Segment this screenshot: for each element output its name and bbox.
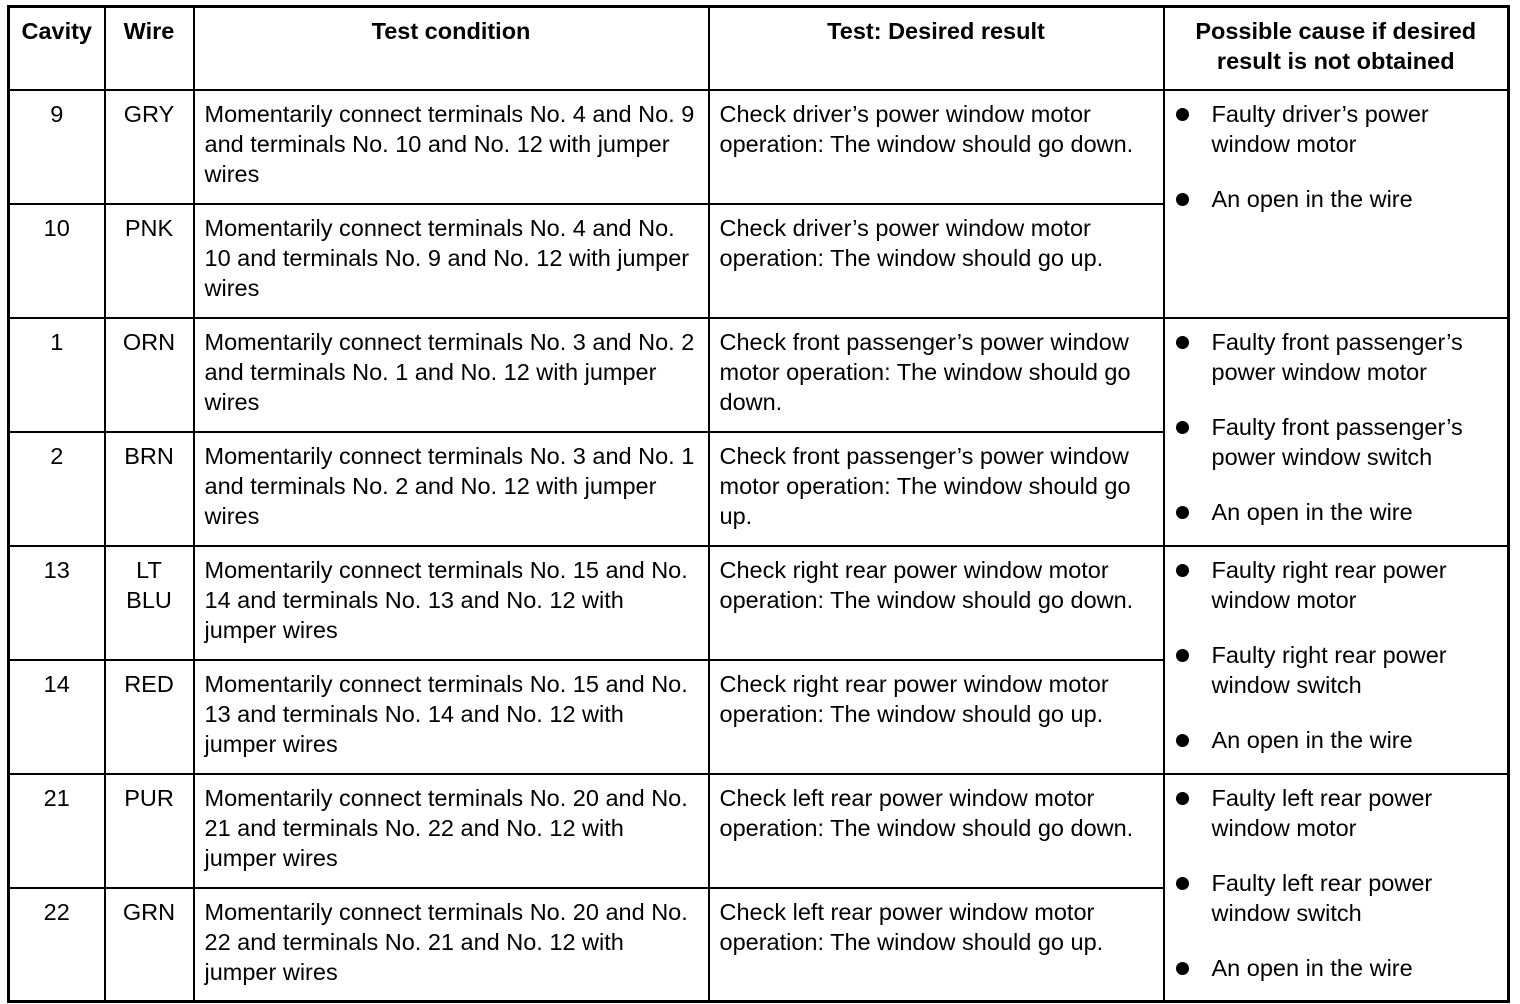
condition-cell: Momentarily connect terminals No. 3 and No. 2 and terminals No. 1 and No. 12 with jumper wires: [194, 318, 709, 432]
table-row: [9, 546, 1509, 660]
condition-cell: Momentarily connect terminals No. 20 and No. 22 and terminals No. 21 and No. 12 with jumper wires: [194, 888, 709, 1002]
cause-item: [1175, 953, 1498, 983]
table-row: [9, 90, 1509, 204]
bullet-icon: [1176, 336, 1189, 349]
cause-item: [1175, 555, 1498, 615]
result-cell: Check left rear power window motor operation: The window should go down.: [709, 774, 1164, 888]
wire-cell: RED: [105, 660, 194, 774]
cavity-cell: 14: [9, 660, 105, 774]
bullet-icon: [1176, 734, 1189, 747]
cause-text: An open in the wire: [1211, 185, 1413, 212]
cause-list: [1175, 783, 1498, 983]
cause-text: Faulty front passenger’s power window motor: [1211, 328, 1463, 385]
header-possible-cause: Possible cause if desired result is not obtained: [1164, 7, 1509, 90]
cause-text: Faulty left rear power window switch: [1211, 869, 1433, 926]
header-row: [9, 7, 1509, 90]
wire-cell: PUR: [105, 774, 194, 888]
wire-cell: GRY: [105, 90, 194, 204]
cause-list: [1175, 99, 1498, 214]
test-table: [7, 5, 1510, 1003]
cavity-cell: 2: [9, 432, 105, 546]
cause-cell: [1164, 318, 1509, 546]
cause-list: [1175, 555, 1498, 755]
result-cell: Check front passenger’s power window motor operation: The window should go down.: [709, 318, 1164, 432]
cause-text: An open in the wire: [1211, 726, 1413, 753]
header-cavity: Cavity: [9, 7, 105, 90]
bullet-icon: [1176, 108, 1189, 121]
header-desired-result: Test: Desired result: [709, 7, 1164, 90]
cause-cell: [1164, 546, 1509, 774]
cause-item: [1175, 868, 1498, 928]
cause-text: An open in the wire: [1211, 954, 1413, 981]
cause-text: An open in the wire: [1211, 498, 1413, 525]
cavity-cell: 10: [9, 204, 105, 318]
table-row: [9, 318, 1509, 432]
wire-cell: BRN: [105, 432, 194, 546]
cause-list: [1175, 327, 1498, 527]
header-test-condition: Test condition: [194, 7, 709, 90]
wire-cell: GRN: [105, 888, 194, 1002]
bullet-icon: [1176, 506, 1189, 519]
result-cell: Check right rear power window motor operation: The window should go up.: [709, 660, 1164, 774]
cavity-cell: 9: [9, 90, 105, 204]
bullet-icon: [1176, 649, 1189, 662]
wire-cell: ORN: [105, 318, 194, 432]
cause-cell: [1164, 90, 1509, 318]
cause-item: [1175, 497, 1498, 527]
cause-text: Faulty left rear power window motor: [1211, 784, 1433, 841]
result-cell: Check front passenger’s power window motor operation: The window should go up.: [709, 432, 1164, 546]
cause-item: [1175, 99, 1498, 159]
table-row: [9, 774, 1509, 888]
bullet-icon: [1176, 792, 1189, 805]
bullet-icon: [1176, 962, 1189, 975]
wire-cell: LT BLU: [105, 546, 194, 660]
bullet-icon: [1176, 193, 1189, 206]
cause-item: [1175, 412, 1498, 472]
result-cell: Check right rear power window motor operation: The window should go down.: [709, 546, 1164, 660]
cause-item: [1175, 783, 1498, 843]
cause-text: Faulty front passenger’s power window switch: [1211, 413, 1463, 470]
cavity-cell: 22: [9, 888, 105, 1002]
cause-text: Faulty right rear power window motor: [1211, 556, 1447, 613]
cause-cell: [1164, 774, 1509, 1002]
cause-item: [1175, 327, 1498, 387]
bullet-icon: [1176, 421, 1189, 434]
condition-cell: Momentarily connect terminals No. 4 and No. 9 and terminals No. 10 and No. 12 with jumper wires: [194, 90, 709, 204]
result-cell: Check driver’s power window motor operation: The window should go up.: [709, 204, 1164, 318]
cause-text: Faulty driver’s power window motor: [1211, 100, 1429, 157]
result-cell: Check left rear power window motor operation: The window should go up.: [709, 888, 1164, 1002]
condition-cell: Momentarily connect terminals No. 20 and No. 21 and terminals No. 22 and No. 12 with jumper wires: [194, 774, 709, 888]
cause-text: Faulty right rear power window switch: [1211, 641, 1447, 698]
cause-item: [1175, 725, 1498, 755]
condition-cell: Momentarily connect terminals No. 3 and No. 1 and terminals No. 2 and No. 12 with jumper wires: [194, 432, 709, 546]
wire-cell: PNK: [105, 204, 194, 318]
condition-cell: Momentarily connect terminals No. 15 and No. 13 and terminals No. 14 and No. 12 with jumper wires: [194, 660, 709, 774]
result-cell: Check driver’s power window motor operation: The window should go down.: [709, 90, 1164, 204]
condition-cell: Momentarily connect terminals No. 15 and No. 14 and terminals No. 13 and No. 12 with jumper wires: [194, 546, 709, 660]
cavity-cell: 21: [9, 774, 105, 888]
condition-cell: Momentarily connect terminals No. 4 and No. 10 and terminals No. 9 and No. 12 with jumper wires: [194, 204, 709, 318]
cavity-cell: 1: [9, 318, 105, 432]
bullet-icon: [1176, 877, 1189, 890]
header-wire: Wire: [105, 7, 194, 90]
bullet-icon: [1176, 564, 1189, 577]
cavity-cell: 13: [9, 546, 105, 660]
cause-item: [1175, 184, 1498, 214]
cause-item: [1175, 640, 1498, 700]
